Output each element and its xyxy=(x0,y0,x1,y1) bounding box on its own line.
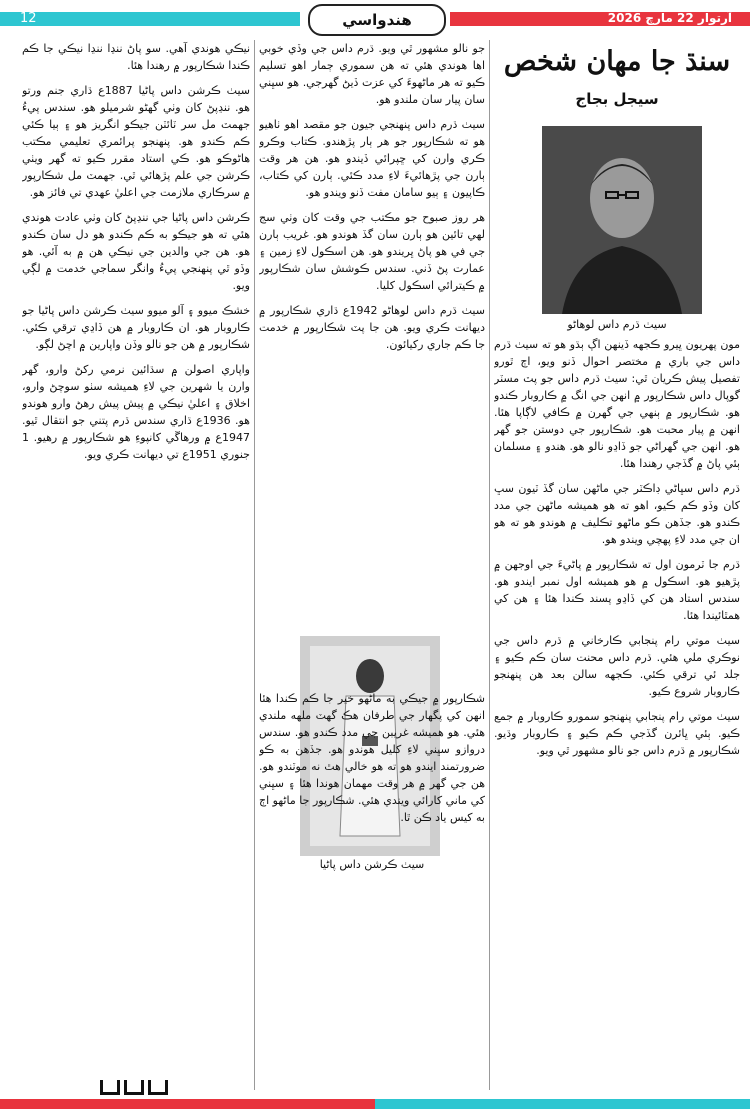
paragraph: سيٺ موتي رام پنجابي ڪارخاني ۾ ڌرم داس جي نوڪري ملي هئي. ڌرم داس محنت سان ڪم ڪيو ۽ جلد ئي ترقي ڪئي. ڪجهه سالن بعد هن پنهنجو ڪاروبار شروع ڪيو. xyxy=(494,634,740,698)
standing-photo-caption: سيٺ ڪرشن داس پاڻيا xyxy=(319,858,425,871)
paragraph: سيٺ موتي رام پنجابي پنهنجو سمورو ڪاروبار ۾ جمع ڪيو. ٻئي ڀائرن گڏجي ڪم ڪيو ۽ ڪاروبار وڌيو. شڪارپور ۾ ڌرم داس جو نالو مشهور ٿي ويو. xyxy=(494,710,740,757)
article-column-2 xyxy=(259,40,485,630)
column-divider xyxy=(489,40,490,1090)
paragraph: شڪارپور ۾ جيڪي به ماڻهو خير جا ڪم ڪندا هئا انهن کي پگهار جي طرفان هڪ گهٽ ملهه ملندي هئي. هو هميشه غريبن جي مدد ڪندو هو. سندس دروازو سڀني لاءِ کليل هوندو هو. جڏهن به ڪو ضرورتمند ايندو هو ته هو خالي هٿ نه موٽندو هو. هن جي گهر ۾ هر وقت مهمان هوندا هئا ۽ سڀني کي ماني کارائي ويندي هئي. شڪارپور جا ماڻهو اڄ به کيس ياد ڪن ٿا. xyxy=(259,692,485,824)
page-number: 12 xyxy=(20,11,37,26)
article-column-3 xyxy=(259,690,485,1090)
paragraph: خشڪ ميوو ۽ آلو ميوو سيٺ ڪرشن داس پاڻيا جو ڪاروبار هو. ان ڪاروبار ۾ هن ڏاڍي ترقي ڪئي. شڪارپور ۾ هن جو نالو وڏن واپارين ۾ اچڻ لڳو. xyxy=(22,304,250,351)
paragraph: ڌرم جا ٽرمون اول ته شڪارپور ۾ پاڻيءَ جي اوجهن ۾ پڙهيو هو. اسڪول ۾ هو هميشه اول نمبر ايندو هو. سندس استاد هن کي ڏاڍو پسند ڪندا هئا ۽ هن کي همٿائيندا هئا. xyxy=(494,558,740,622)
issue-date: آرتوار 22 مارچ 2026 xyxy=(607,11,732,25)
article-column-1 xyxy=(494,336,740,1090)
paragraph: سيٺ ڌرم داس لوهاڻو 1942ع ڌاري شڪارپور ۾ ديهانت ڪري ويو. هن جا پٽ شڪارپور ۾ خدمت جا ڪم جاري رکيائون. xyxy=(259,304,485,351)
article-column-4 xyxy=(22,40,250,1080)
paragraph: نيڪي هوندي آهي. سو پاڻ ننڍا ننڍا نيڪي جا ڪم ڪندا شڪارپور ۾ رهندا هئا. xyxy=(22,42,250,72)
portrait-caption: سيٺ ڌرم داس لوهاڻو xyxy=(567,318,667,331)
paragraph: ڪرشن داس پاڻيا جي ننڍپڻ کان وٺي عادت هوندي هئي ته هو جيڪو به ڪم ڪندو هو دل سان ڪندو هو. هن جي والدين جي نيڪي هن ۾ به آئي. هو وڏو ٿي پنهنجي پيءُ وانگر سماجي خدمت ۾ لڳي ويو. xyxy=(22,211,250,292)
end-mark-icon xyxy=(100,1080,170,1098)
page-footer xyxy=(0,1099,750,1109)
portrait-image xyxy=(542,126,702,314)
paragraph: سيٺ ڌرم داس پنهنجي جيون جو مقصد اهو ٺاهيو هو ته شڪارپور جو هر ٻار پڙهندو. ڪتاب وڪرو ڪري وارن کي ڇپرائي ڏيندو هو. هن هر وقت ٻارن جي پڙهائيءَ لاءِ مدد ڪئي. ٻارن کي ڪتاب، ڪاپيون ۽ ٻيو سامان مفت ڏنو ويندو هو. xyxy=(259,118,485,199)
paragraph: جو نالو مشهور ٿي ويو. ڌرم داس جي وڏي خوبي اها هوندي هئي ته هن سموري ڄمار اهو تسليم ڪيو ته هر ماڻهوءَ کي عزت ڏيڻ گهرجي. هو سڀني سان پيار سان ملندو هو. xyxy=(259,42,485,106)
header-band-left xyxy=(0,12,300,26)
paragraph: واپاري اصولن ۾ سڌائين نرمي رکڻ وارو، گهر وارن يا شهرين جي لاءِ هميشه سٺو سوچڻ وارو، اخلاق ۽ اعليٰ نيڪي ۾ پيش پيش رهڻ وارو هوندو هو. 1936ع ڌاري سندس ڌرم پتني جو انتقال ٿيو. 1947ع ۾ ورهاڱي کانپوءِ هو شڪارپور ۾ رهيو. 1 جنوري 1951ع تي ديهانت ڪري ويو. xyxy=(22,363,250,461)
column-divider xyxy=(254,40,255,1090)
paragraph: هر روز صبوح جو مڪتب جي وقت کان وٺي سج لهي تائين هو ٻارن سان گڏ هوندو هو. غريب ٻارن جي في هو پاڻ ڀريندو هو. هن اسڪول لاءِ زمين ۽ عمارت پڻ ڏني. سندس ڪوشش سان شڪارپور ۾ ڪيترائي اسڪول کليا. xyxy=(259,211,485,292)
footer-band-right xyxy=(375,1099,750,1109)
paragraph: سيٺ ڪرشن داس پاڻيا 1887ع ڌاري جنم ورتو هو. ننڍپڻ کان وٺي گهڻو شرميلو هو. سندس پيءُ جهمٽ مل سر ٽائٽن جيڪو انگريز هو ۽ ٻيا ڪئي ڪم ڪندو هو. پنهنجو پرائمري تعليمي مڪتب هاڻوڪو هو. ڪي استاد مقرر ڪيو ته گهر ويٺي ڪرشن جي علم پڙهائي ٿي. جهمٽ مل شڪارپور ۾ سرڪاري ملازمت جي اعليٰ عهدي تي فائز هو. xyxy=(22,84,250,199)
masthead-logo: هندواسي xyxy=(308,4,446,36)
footer-band-left xyxy=(0,1099,375,1109)
paragraph: مون پهريون ڀيرو ڪجهه ڏينهن اڳ ٻڌو هو ته سيٺ ڌرم داس جي باري ۾ مختصر احوال ڏنو ويو، اڄ ٿورو تفصيل پيش ڪريان ٿي: سيٺ ڌرم داس جو پٽ مسٽر گوپال داس شڪارپور ۾ انهن جي انگ ۾ ڪاروبار ڪندو هو. شڪارپور ۾ ٻنهي جي گهرن ۾ ڪافي لاڳاپا هئا. انهن ۾ پيار محبت هو. شڪارپور جي دوستن جو گهر هو. انهن جي گهراڻي جو ڏاڍو نالو هو. هندو ۽ مسلمان ٻئي پاڻ ۾ گڏجي رهندا هئا. xyxy=(494,338,740,470)
article-author: سيجل بجاج xyxy=(575,90,659,108)
article-title: سنڌ جا مهان شخص xyxy=(503,46,731,77)
paragraph: ڌرم داس سڀاڻي ڊاڪٽر جي ماڻهن سان گڏ ٽيون سڀ کان وڏو ڪم ڪيو، اهو ته هو هميشه ماڻهن جي مدد ڪندو هو. جڏهن ڪو ماڻهو تڪليف ۾ هوندو هو ته هو ان جي مدد لاءِ پهچي ويندو هو. xyxy=(494,482,740,546)
page-header xyxy=(0,0,750,40)
portrait-photo xyxy=(542,126,702,314)
